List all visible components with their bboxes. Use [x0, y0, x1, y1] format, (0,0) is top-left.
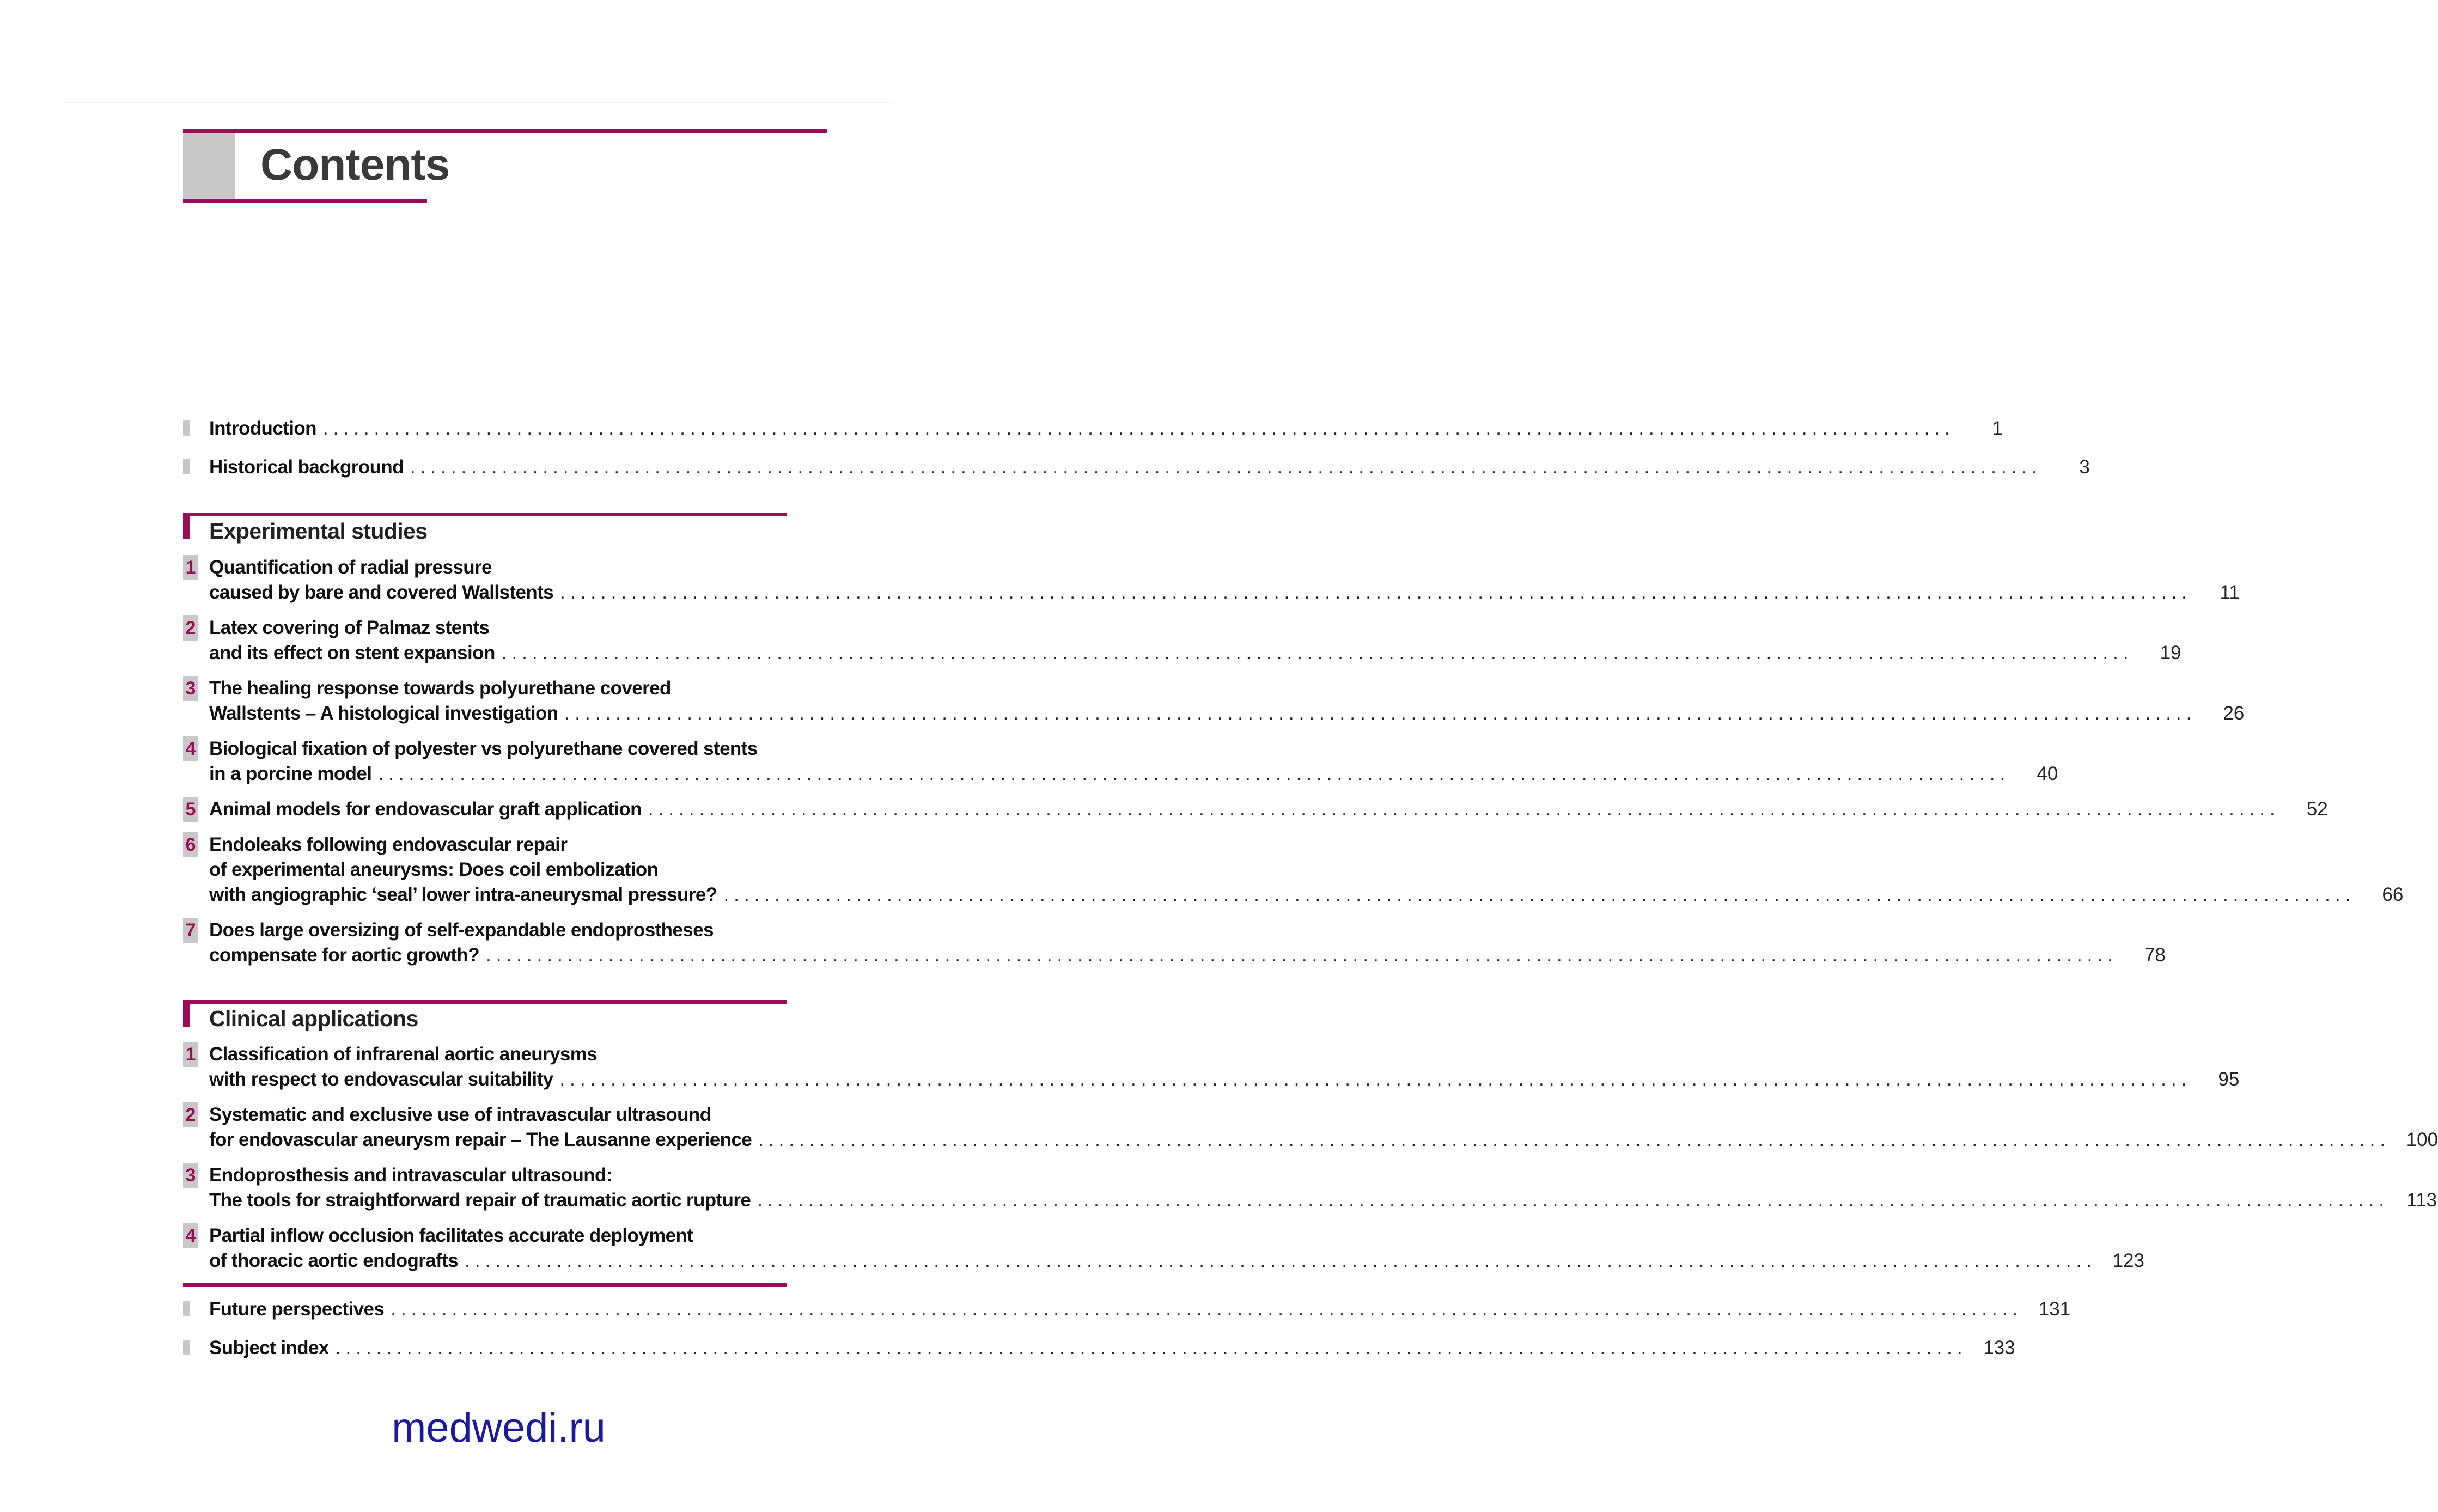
- contents-top-bar: [183, 129, 827, 133]
- entry-title: Subject index: [209, 1337, 329, 1358]
- entry-page: 131: [2038, 1298, 2071, 1320]
- chapter-number: 2: [183, 615, 198, 641]
- entry-title-line: Latex covering of Palmaz stents: [209, 617, 490, 638]
- chapter-number: 1: [183, 1042, 198, 1067]
- entry-page: 52: [2306, 798, 2328, 820]
- entry-title-line: Endoprosthesis and intravascular ultrasound:: [209, 1165, 612, 1186]
- entry-title: Historical background: [209, 456, 404, 478]
- entry-title-line: Classification of infrarenal aortic aneurysms: [209, 1044, 598, 1065]
- entry-marker: [183, 1340, 190, 1355]
- contents-underline: [183, 199, 427, 203]
- entry-title-line: Does large oversizing of self-expandable endoprostheses: [209, 919, 714, 941]
- entry-title-line: with angiographic ‘seal’ lower intra-aneurysmal pressure?: [209, 884, 717, 905]
- section-marker: [183, 516, 190, 539]
- leader-dots: ................................................................................................................................................................: [757, 1190, 2390, 1211]
- entry-page: 40: [2037, 763, 2058, 784]
- chapter-number: 5: [183, 797, 198, 822]
- page-title: Contents: [260, 140, 450, 190]
- entry-title-line: Wallstents – A histological investigation: [209, 703, 558, 724]
- entry-title-line: for endovascular aneurysm repair – The Lausanne experience: [209, 1129, 752, 1150]
- entry-page: 100: [2406, 1129, 2438, 1150]
- leader-dots: ................................................................................................................................................................: [723, 884, 2356, 905]
- entry-page: 133: [1983, 1337, 2015, 1358]
- chapter-number: 2: [183, 1102, 198, 1127]
- entry-title-line: with respect to endovascular suitability: [209, 1069, 553, 1090]
- entry-page: 95: [2218, 1069, 2240, 1090]
- entry-title: Introduction: [209, 418, 316, 439]
- leader-dots: ................................................................................................................................................................: [322, 418, 1955, 439]
- entry-page: 78: [2144, 944, 2166, 966]
- leader-dots: ................................................................................................................................................................: [648, 798, 2280, 820]
- entry-marker: [183, 1301, 190, 1316]
- entry-title-line: Endoleaks following endovascular repair: [209, 834, 568, 855]
- entry-title-line: caused by bare and covered Wallstents: [209, 582, 554, 603]
- leader-dots: ................................................................................................................................................................: [486, 944, 2118, 966]
- entry-marker: [183, 420, 190, 436]
- entry-title-line: The healing response towards polyurethane covered: [209, 678, 671, 699]
- chapter-number: 7: [183, 918, 198, 943]
- entry-title-line: of thoracic aortic endografts: [209, 1250, 459, 1271]
- leader-dots: ................................................................................................................................................................: [410, 456, 2042, 478]
- entry-page: 66: [2382, 884, 2404, 905]
- leader-dots: ................................................................................................................................................................: [501, 642, 2134, 663]
- entry-title-line: Animal models for endovascular graft application: [209, 798, 642, 820]
- entry-title-line: Partial inflow occlusion facilitates accurate deployment: [209, 1225, 693, 1246]
- entry-title-line: Biological fixation of polyester vs polyurethane covered stents: [209, 738, 758, 759]
- leader-dots: ................................................................................................................................................................: [378, 763, 2010, 784]
- section-marker: [183, 1004, 190, 1027]
- chapter-number: 6: [183, 832, 198, 857]
- entry-title-line: and its effect on stent expansion: [209, 642, 495, 663]
- entry-title-line: Systematic and exclusive use of intravascular ultrasound: [209, 1104, 711, 1125]
- back-matter-rule: [183, 1283, 787, 1287]
- entry-page: 123: [2112, 1250, 2144, 1271]
- entry-page: 3: [2079, 456, 2090, 478]
- leader-dots: ................................................................................................................................................................: [564, 703, 2197, 724]
- chapter-number: 1: [183, 555, 198, 580]
- entry-title-line: in a porcine model: [209, 763, 372, 784]
- entry-title-line: of experimental aneurysms: Does coil embolization: [209, 859, 659, 880]
- section-title: Clinical applications: [209, 1006, 418, 1031]
- entry-page: 26: [2223, 703, 2245, 724]
- entry-title-line: compensate for aortic growth?: [209, 944, 479, 966]
- leader-dots: ................................................................................................................................................................: [560, 582, 2192, 603]
- chapter-number: 4: [183, 736, 198, 761]
- entry-title: Future perspectives: [209, 1298, 385, 1320]
- leader-dots: ................................................................................................................................................................: [335, 1337, 1967, 1358]
- leader-dots: ................................................................................................................................................................: [465, 1250, 2096, 1271]
- leader-dots: ................................................................................................................................................................: [758, 1129, 2391, 1150]
- entry-page: 1: [1992, 418, 2003, 439]
- watermark-link[interactable]: medwedi.ru: [392, 1405, 606, 1451]
- contents-gray-block: [183, 133, 235, 199]
- entry-page: 113: [2406, 1190, 2437, 1211]
- section-rule: [183, 1000, 787, 1004]
- page-top-rule: [65, 102, 893, 103]
- entry-title-line: The tools for straightforward repair of traumatic aortic rupture: [209, 1190, 751, 1211]
- entry-page: 11: [2220, 582, 2240, 603]
- entry-page: 19: [2160, 642, 2181, 663]
- chapter-number: 3: [183, 1163, 198, 1188]
- chapter-number: 3: [183, 676, 198, 701]
- section-rule: [183, 513, 787, 516]
- leader-dots: ................................................................................................................................................................: [559, 1069, 2192, 1090]
- entry-marker: [183, 459, 190, 474]
- chapter-number: 4: [183, 1223, 198, 1248]
- section-title: Experimental studies: [209, 519, 428, 544]
- entry-title-line: Quantification of radial pressure: [209, 557, 492, 578]
- leader-dots: ................................................................................................................................................................: [391, 1298, 2023, 1320]
